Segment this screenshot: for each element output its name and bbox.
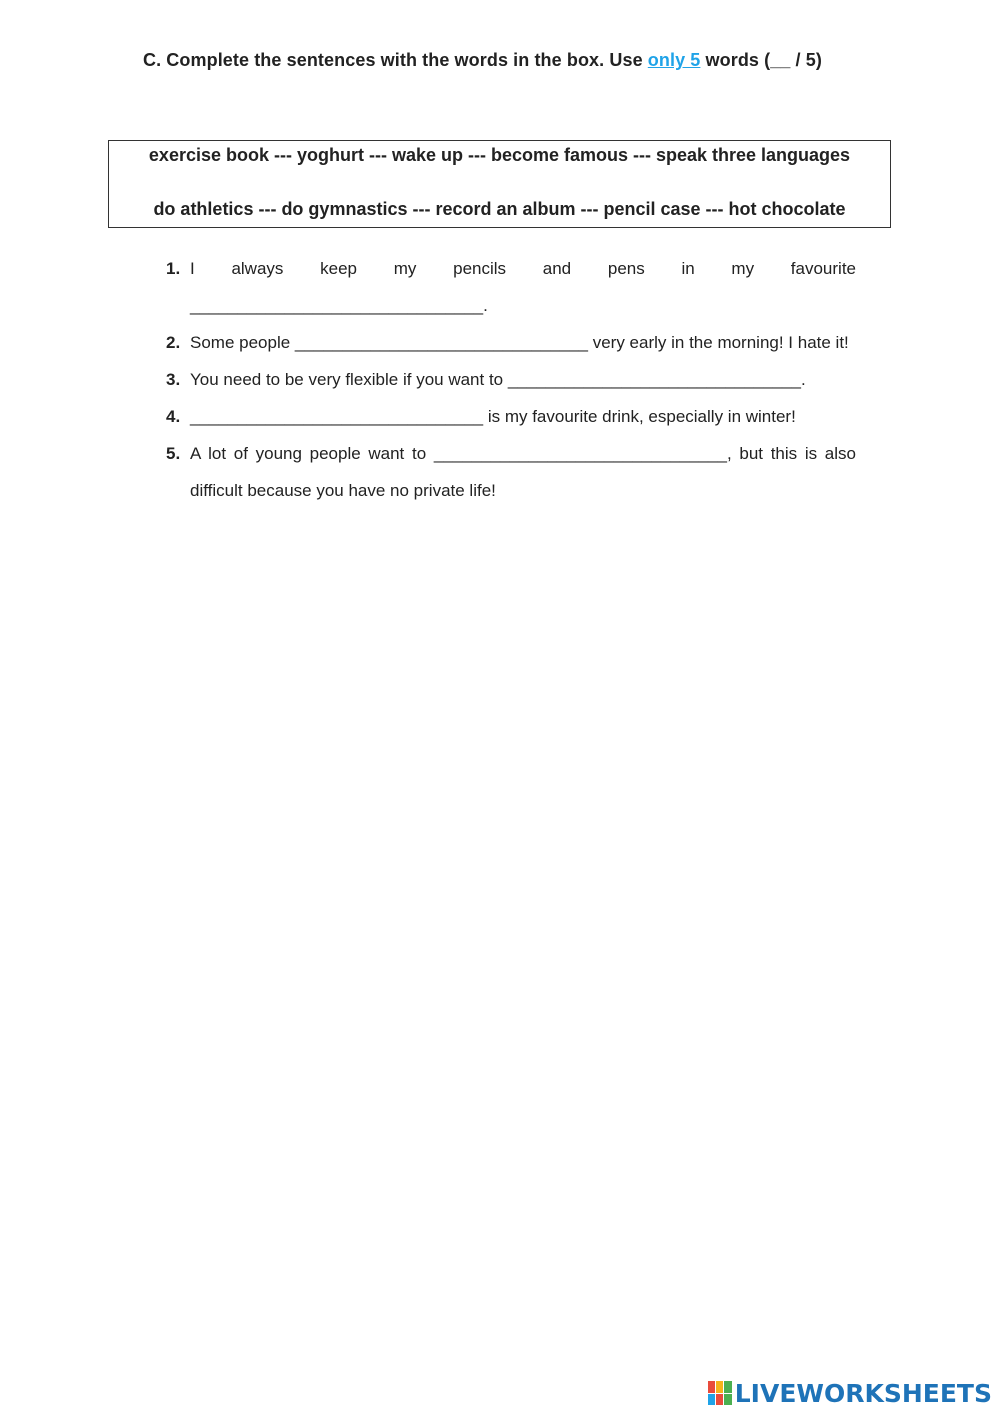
word-box-row-2: do athletics --- do gymnastics --- record an album --- pencil case --- hot chocolate xyxy=(153,199,846,219)
logo-square-red-2 xyxy=(716,1394,723,1406)
word-box xyxy=(108,140,891,228)
logo-square-green xyxy=(724,1381,731,1393)
question-text[interactable]: You need to be very flexible if you want to _______________________________. xyxy=(190,370,806,389)
question-word: favourite xyxy=(790,259,856,278)
question-word: my xyxy=(731,259,755,278)
question-word: pencils xyxy=(453,259,507,278)
exercise-instruction xyxy=(143,47,858,74)
logo-square-blue xyxy=(708,1394,715,1406)
logo-text: LIVEWORKSHEETS xyxy=(734,1378,992,1408)
only-5-link[interactable]: only 5 xyxy=(647,50,701,70)
logo-mark-icon xyxy=(708,1381,732,1405)
instruction-text-end: words (__ / 5) xyxy=(700,50,822,70)
question-number: 5. xyxy=(166,444,181,463)
question-word: pens xyxy=(607,259,645,278)
question-word: my xyxy=(393,259,417,278)
question-number: 2. xyxy=(166,333,181,352)
logo-square-red xyxy=(708,1381,715,1393)
question-list xyxy=(166,250,856,509)
question-number: 3. xyxy=(166,370,181,389)
question-1 xyxy=(166,250,856,324)
question-4 xyxy=(166,398,856,435)
question-word: and xyxy=(542,259,572,278)
question-3 xyxy=(166,361,856,398)
question-number: 1. xyxy=(166,259,181,278)
question-word: I xyxy=(190,259,195,278)
liveworksheets-logo xyxy=(708,1378,992,1408)
question-word: keep xyxy=(320,259,358,278)
question-text[interactable]: _______________________________ is my favourite drink, especially in winter! xyxy=(190,407,796,426)
question-text[interactable]: Some people _______________________________ very early in the morning! I hate it! xyxy=(190,333,849,352)
logo-square-green-2 xyxy=(724,1394,731,1406)
question-text[interactable]: A lot of young people want to _______________________________, but this is also difficult because you have no private life! xyxy=(190,444,856,500)
answer-blank-1[interactable]: _______________________________. xyxy=(190,296,488,315)
instruction-text-start: C. Complete the sentences with the words in the box. Use xyxy=(143,50,648,70)
question-text xyxy=(190,250,856,324)
question-word: in xyxy=(681,259,695,278)
question-1-line-1 xyxy=(190,250,856,287)
question-number: 4. xyxy=(166,407,181,426)
question-5 xyxy=(166,435,856,509)
question-2 xyxy=(166,324,856,361)
question-word: always xyxy=(231,259,284,278)
word-box-row-1: exercise book --- yoghurt --- wake up --- become famous --- speak three languages xyxy=(148,145,851,165)
logo-square-yellow xyxy=(716,1381,723,1393)
